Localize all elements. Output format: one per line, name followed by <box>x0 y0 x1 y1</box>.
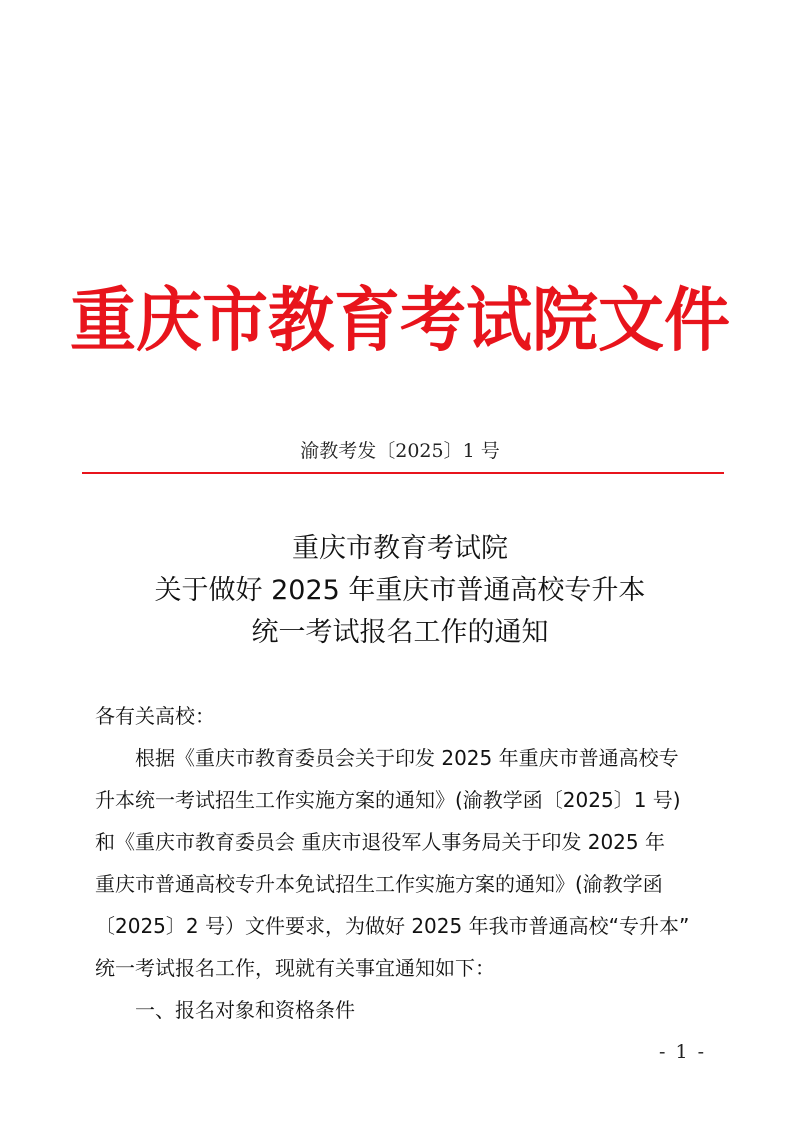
paragraph-line: 根据《重庆市教育委员会关于印发 2025 年重庆市普通高校专 <box>135 746 679 770</box>
red-divider-line <box>82 472 724 474</box>
section-heading: 一、报名对象和资格条件 <box>135 998 355 1022</box>
paragraph-line: 和《重庆市教育委员会 重庆市退役军人事务局关于印发 2025 年 <box>95 830 665 854</box>
masthead-title: 重庆市教育考试院文件 <box>70 279 730 361</box>
title-line: 重庆市教育考试院 <box>292 533 508 564</box>
paragraph-line: 重庆市普通高校专升本免试招生工作实施方案的通知》(渝教学函 <box>95 872 663 896</box>
paragraph-line: 统一考试报名工作，现就有关事宜通知如下： <box>95 956 495 980</box>
title-line: 关于做好 2025 年重庆市普通高校专升本 <box>154 575 646 606</box>
notice-title <box>0 528 800 654</box>
paragraph-line: 〔2025〕2 号）文件要求，为做好 2025 年我市普通高校“专升本” <box>95 914 690 938</box>
page-number: - 1 - <box>658 1041 706 1063</box>
title-line: 统一考试报名工作的通知 <box>251 617 549 648</box>
paragraph-line: 升本统一考试招生工作实施方案的通知》(渝教学函〔2025〕1 号) <box>95 788 681 812</box>
salutation: 各有关高校： <box>95 704 215 728</box>
notice-body <box>95 695 715 1031</box>
document-number: 渝教考发〔2025〕1 号 <box>300 440 500 462</box>
